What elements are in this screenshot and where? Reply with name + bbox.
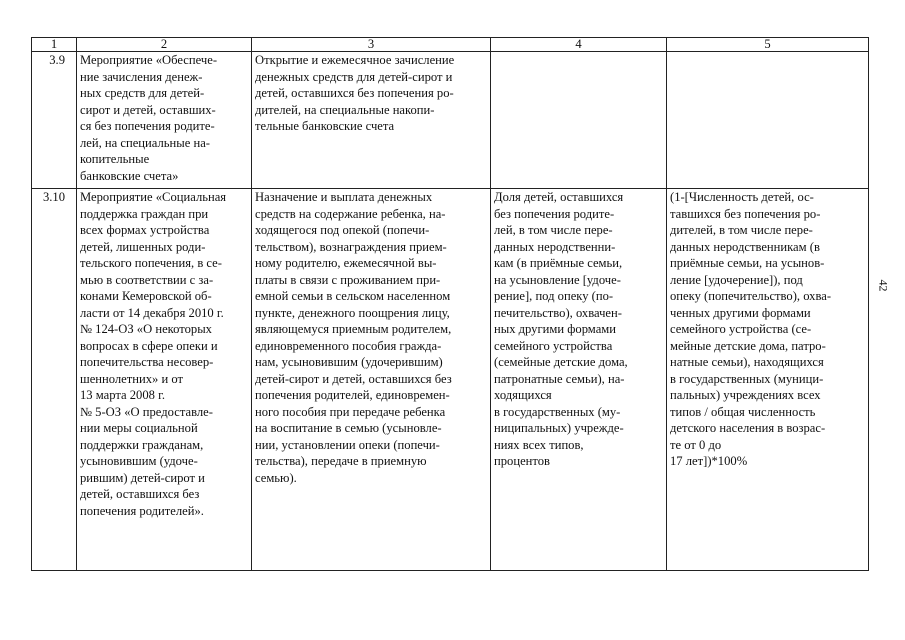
header-cell-2: 2 — [77, 38, 252, 52]
table-row-3-10 — [32, 189, 869, 571]
measure-content-cell: Открытие и ежемесячное зачисление денежных средств для детей-сирот и детей, оставшихся без попечения ро- дителей, на специальные накопи- тельные банковские счета — [252, 52, 491, 189]
row-number-cell: 3.9 — [32, 52, 77, 189]
header-cell-4: 4 — [491, 38, 667, 52]
formula-cell — [667, 52, 869, 189]
measure-name-cell: Мероприятие «Социальная поддержка граждан при всех формах устройства детей, лишенных роди- тельского попечения, в се- мью в соответствии с за- конами Кемеровской об- ласти от 14 декабря 2010 г. № 124-ОЗ «О некоторых вопросах в сфере опеки и попечительства несовер- шеннолетних» и от 13 марта 2008 г. № 5-ОЗ «О предоставле- нии меры социальной поддержки гражданам, усыновившим (удоче- рившим) детей-сирот и детей, оставшихся без попечения родителей». — [77, 189, 252, 571]
page-number: 42 — [876, 279, 891, 292]
measure-content-cell: Назначение и выплата денежных средств на содержание ребенка, на- ходящегося под опекой (попечи- тельством), вознаграждения прием- ному родителю, ежемесячной вы- платы в связи с проживанием при- емной семьи в сельском населенном пункте, денежного поощрения лицу, являющемуся приемным родителем, единовременного пособия гражда- нам, усыновившим (удочерившим) детей-сирот и детей, оставшихся без попечения родителей, единовремен- ного пособия при передаче ребенка на воспитание в семью (усыновле- нии, установлении опеки (попечи- тельства), передаче в приемную семью). — [252, 189, 491, 571]
formula-cell: (1-[Численность детей, ос- тавшихся без попечения ро- дителей, в том числе пере- данных неродственникам (в приёмные семьи, на усынов- ление [удочерение]), под опеку (попечительство), охва- ченных другими формами семейного устройства (се- мейные детские дома, патро- натные семьи), находящихся в государственных (муници- пальных) учреждениях всех типов / общая численность детского населения в возрас- те от 0 до 17 лет])*100% — [667, 189, 869, 571]
header-cell-3: 3 — [252, 38, 491, 52]
header-cell-1: 1 — [32, 38, 77, 52]
program-measures-table — [31, 37, 869, 571]
table-header-row — [32, 38, 869, 52]
indicator-cell — [491, 52, 667, 189]
measure-name-cell: Мероприятие «Обеспече- ние зачисления денеж- ных средств для детей- сирот и детей, оставших- ся без попечения родите- лей, на специальные на- копительные банковские счета» — [77, 52, 252, 189]
table-row-3-9 — [32, 52, 869, 189]
header-cell-5: 5 — [667, 38, 869, 52]
indicator-cell: Доля детей, оставшихся без попечения родите- лей, в том числе пере- данных неродственни- кам (в приёмные семьи, на усыновление [удоче- рение], под опеку (по- печительство), охвачен- ных другими формами семейного устройства (семейные детские дома, патронатные семьи), на- ходящихся в государственных (му- ниципальных) учрежде- ниях всех типов, процентов — [491, 189, 667, 571]
row-number-cell: 3.10 — [32, 189, 77, 571]
